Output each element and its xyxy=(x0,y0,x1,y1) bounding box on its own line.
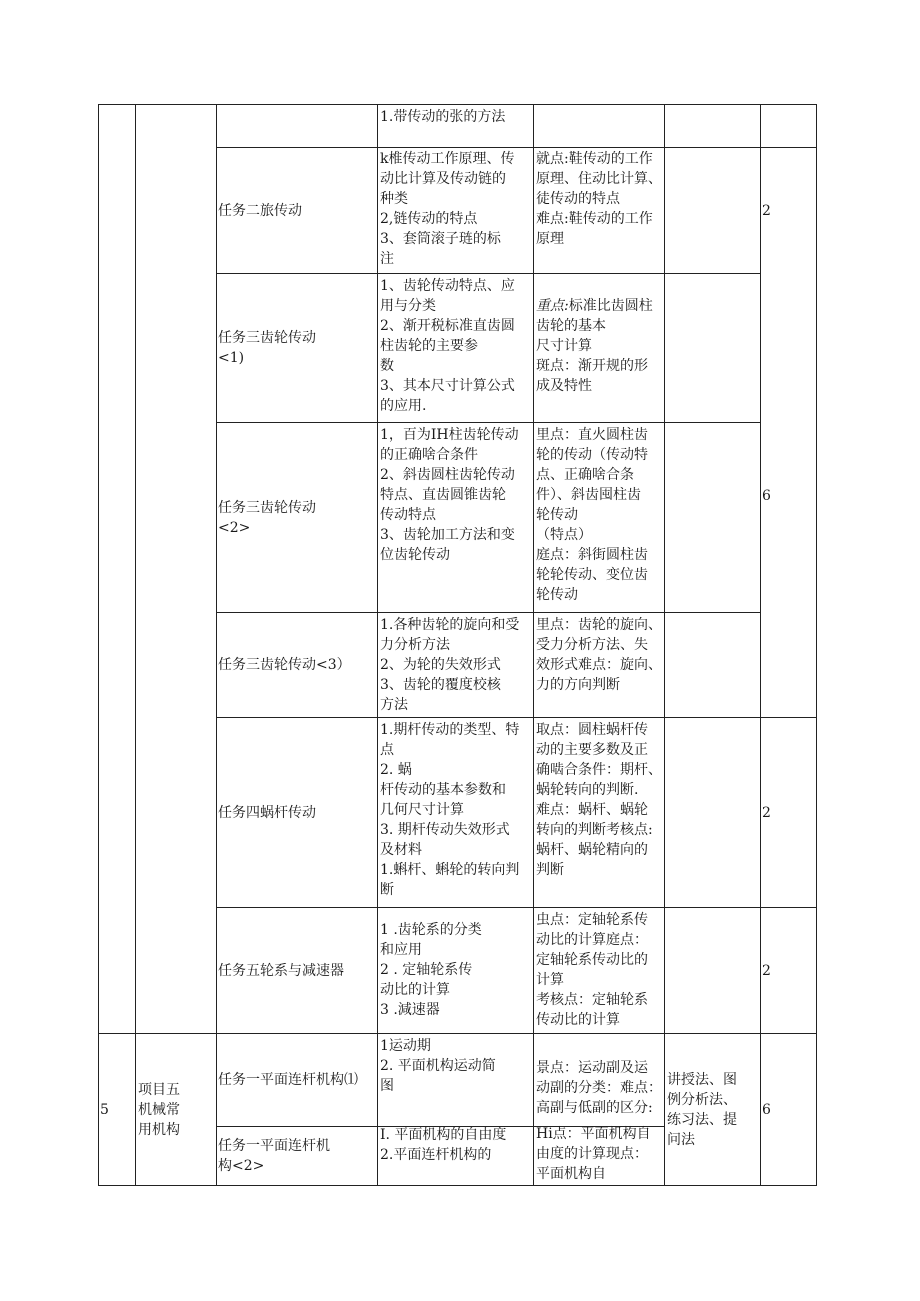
column-divider xyxy=(135,104,136,1186)
content-cell: 1.各种齿轮的旋向和受 力分析方法 2、为轮的失效形式 3、齿轮的覆度校核 方法 xyxy=(380,617,520,713)
keypoints-cell xyxy=(536,296,664,396)
hours-cell: 6 xyxy=(762,487,771,504)
table-top-border xyxy=(98,104,817,105)
keypoints-cell: Hi点：平面机构自 由度的计算现点： 平面机构自 xyxy=(536,1126,651,1182)
column-divider xyxy=(377,104,378,1186)
hours-cell: 2 xyxy=(762,202,771,219)
keypoints-cell: 虫点：定轴轮系传 动比的计算庭点： 定轴轮系传动比的 计算 考核点：定轴轮系 传动比的计算 xyxy=(536,912,648,1028)
keypoints-text: 标准比齿圆柱 齿轮的基本 尺寸计算 斑点：渐开规的形 成及特性 xyxy=(536,298,653,394)
task-cell: 任务一平面连杆机构⑴ xyxy=(218,1072,358,1088)
column-divider xyxy=(664,104,665,1186)
content-cell: 1 .齿轮系的分类 和应用 2 . 定轴轮系传 动比的计算 3 .減速器 xyxy=(380,922,482,1018)
task-cell: 任务三齿轮传动 <2> xyxy=(218,499,316,536)
content-cell: 1.期杆传动的类型、特 点 2. 蜗 杆传动的基本参数和 几何尺寸计算 3. 期杆传动失效形式 及材料 1.蝌杆、蝌轮的转向判 断 xyxy=(380,722,520,898)
column-divider xyxy=(760,104,761,1186)
hours-cell: 6 xyxy=(762,1101,771,1118)
task-cell: 任务五轮系与减速器 xyxy=(218,962,344,979)
content-cell: 1，百为IH柱齿轮传动 的正确啥合条件 2、斜齿圆柱齿轮传动 特点、直齿圆锥齿轮 传动特点 3、齿轮加工方法和变 位齿轮传动 xyxy=(380,427,519,563)
task-cell: 任务二旅传动 xyxy=(218,202,302,219)
column-divider xyxy=(216,104,217,1186)
content-cell: k椎传动工作原理、传 动比计算及传动链的 种类 2,链传动的特点 3、套筒滚子琏的标 注 xyxy=(380,151,515,267)
task-cell: 任务三齿轮传动 <1) xyxy=(218,330,316,366)
keypoints-cell: 就点:鞋传动的工作 原理、住动比计算、 徒传动的特点 难点:鞋传动的工作 原理 xyxy=(536,151,662,247)
hours-cell: 2 xyxy=(762,804,771,821)
content-cell: 1、齿轮传动特点、应 用与分类 2、渐开税标准直齿圆 柱齿轮的主要参 数 3、其本尺寸计算公式 的应用. xyxy=(380,278,515,414)
task-cell: 任务一平面连杆机 构<2> xyxy=(218,1138,330,1174)
keypoints-cell: 里点：齿轮的旋向、 受力分析方法、失 效形式难点：旋向、 力的方向判断 xyxy=(536,617,662,693)
column-divider xyxy=(98,104,99,1186)
task-cell: 任务三齿轮传动<3） xyxy=(218,657,351,673)
table-bottom-border xyxy=(98,1185,817,1186)
column-divider xyxy=(533,104,534,1186)
content-cell: 1.带传动的张的方法 xyxy=(380,109,506,125)
keypoints-cell: 景点：运动副及运 动副的分类：难点： 高副与低副的区分: xyxy=(536,1060,662,1116)
table-right-border xyxy=(816,104,817,1186)
teaching-method-cell: 讲授法、图 例分析法、 练习法、提 问法 xyxy=(667,1071,737,1148)
keypoints-cell: 取点：圆柱蜗杆传 动的主要多数及正 确啮合条件：期杆、 蜗轮转向的判断. 难点：蜗杆、蜗轮 转向的判断考核点: 蜗杆、蜗轮精向的 判断 xyxy=(536,722,662,878)
project-name-cell: 项目五 机械常 用机构 xyxy=(138,1081,180,1138)
keypoints-emphasis: 重点: xyxy=(536,298,569,314)
project-number-cell: 5 xyxy=(100,1101,109,1118)
content-cell: 1运动期 2. 平面机构运动简 图 xyxy=(380,1038,496,1094)
content-cell: I. 平面机构的自由度 2.平面连杆机构的 xyxy=(380,1127,507,1163)
task-cell: 任务四蜗杆传动 xyxy=(218,804,316,821)
keypoints-cell: 里点：直火圆柱齿 轮的传动（传动特 点、正确啥合条 件）、斜齿囤柱齿 轮传动 （特点） 庭点：斜街圆柱齿 轮轮传动、变位齿 轮传动 xyxy=(536,427,648,603)
hours-cell: 2 xyxy=(762,962,771,979)
